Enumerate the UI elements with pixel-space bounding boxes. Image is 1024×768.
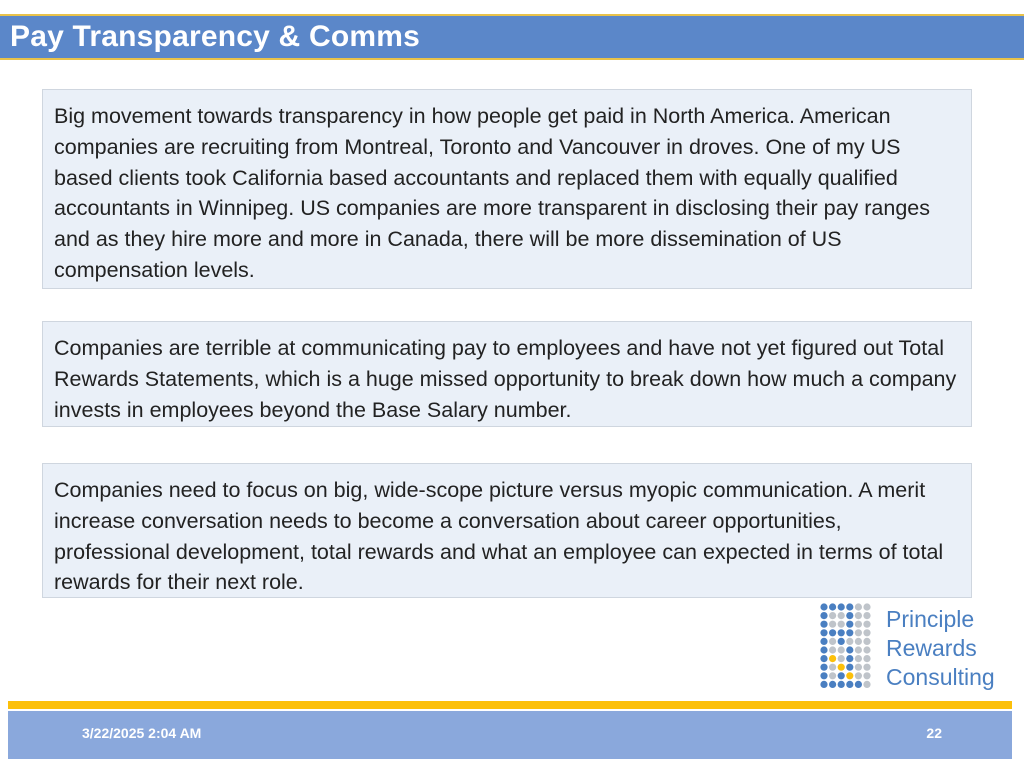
- text-box-communicating-pay: Companies are terrible at communicating pay to employees and have not yet figured out Total Rewards Statements, which is a huge missed opportunity to break down how much a company invests in employees beyond the Base Salary number.: [42, 321, 972, 427]
- logo-dot: [838, 646, 845, 653]
- logo-dot: [838, 672, 845, 679]
- logo-dot: [829, 621, 836, 628]
- logo-dot: [855, 664, 862, 671]
- logo-line-consulting: Consulting: [886, 664, 995, 690]
- logo-dot: [829, 655, 836, 662]
- logo-dot: [838, 655, 845, 662]
- text-box-big-picture: Companies need to focus on big, wide-scope picture versus myopic communication. A merit increase conversation needs to become a conversation about career opportunities, professional development, total rewards and what an employee can expected in terms of total rewards for their next role.: [42, 463, 972, 598]
- logo-dot: [863, 629, 870, 636]
- logo-dot: [846, 621, 853, 628]
- footer-accent-band: [8, 701, 1012, 709]
- logo-dot: [846, 655, 853, 662]
- logo-dot: [838, 638, 845, 645]
- logo-dot: [829, 603, 836, 610]
- logo-dot: [863, 655, 870, 662]
- logo-dot: [838, 621, 845, 628]
- logo-dot: [863, 612, 870, 619]
- logo-dot: [820, 664, 827, 671]
- dot-grid-logo-icon: [820, 603, 874, 691]
- logo-dot: [846, 629, 853, 636]
- logo-dot: [846, 664, 853, 671]
- logo-dot: [846, 672, 853, 679]
- footer-date: 3/22/2025 2:04 AM: [82, 725, 202, 741]
- logo-dot: [855, 603, 862, 610]
- logo-dot: [855, 672, 862, 679]
- page-number: 22: [926, 725, 942, 741]
- logo-dot: [846, 646, 853, 653]
- logo-dot: [855, 612, 862, 619]
- logo-dot: [863, 664, 870, 671]
- logo-dot: [838, 603, 845, 610]
- logo-dot: [863, 621, 870, 628]
- logo-dot: [820, 672, 827, 679]
- logo-dot: [829, 629, 836, 636]
- logo-dot: [820, 646, 827, 653]
- logo-dot: [855, 638, 862, 645]
- logo-dot: [863, 672, 870, 679]
- logo-dot: [838, 612, 845, 619]
- logo-dot: [855, 681, 862, 688]
- logo-dot: [846, 638, 853, 645]
- text-box-transparency: Big movement towards transparency in how people get paid in North America. American companies are recruiting from Montreal, Toronto and Vancouver in droves. One of my US based clients took California based accountants and replaced them with equally qualified accountants in Winnipeg. US companies are more transparent in disclosing their pay ranges and as they hire more and more in Canada, there will be more dissemination of US compensation levels.: [42, 89, 972, 289]
- slide-title: Pay Transparency & Comms: [10, 20, 420, 53]
- logo-dot: [838, 664, 845, 671]
- logo-dot: [820, 629, 827, 636]
- logo-dot: [846, 681, 853, 688]
- logo-wordmark: [886, 605, 995, 692]
- company-logo: [820, 603, 1010, 691]
- logo-dot: [855, 621, 862, 628]
- logo-dot: [846, 612, 853, 619]
- logo-dot: [846, 603, 853, 610]
- logo-dot: [829, 664, 836, 671]
- logo-dot: [855, 646, 862, 653]
- logo-line-rewards: Rewards: [886, 635, 977, 661]
- logo-dot: [863, 646, 870, 653]
- logo-dot: [829, 681, 836, 688]
- logo-dot: [829, 646, 836, 653]
- logo-dot: [820, 655, 827, 662]
- logo-dot: [838, 681, 845, 688]
- logo-dot: [820, 612, 827, 619]
- logo-dot: [838, 629, 845, 636]
- logo-dot: [829, 612, 836, 619]
- logo-dot: [863, 681, 870, 688]
- logo-line-principle: Principle: [886, 606, 975, 632]
- logo-dot: [820, 638, 827, 645]
- logo-dot: [820, 681, 827, 688]
- logo-dot: [820, 603, 827, 610]
- logo-dot: [829, 638, 836, 645]
- logo-dot: [863, 638, 870, 645]
- logo-dot: [863, 603, 870, 610]
- logo-dot: [855, 655, 862, 662]
- footer-bar: [8, 711, 1012, 759]
- logo-dot: [855, 629, 862, 636]
- title-bar: [0, 14, 1024, 60]
- logo-dot: [829, 672, 836, 679]
- logo-dot: [820, 621, 827, 628]
